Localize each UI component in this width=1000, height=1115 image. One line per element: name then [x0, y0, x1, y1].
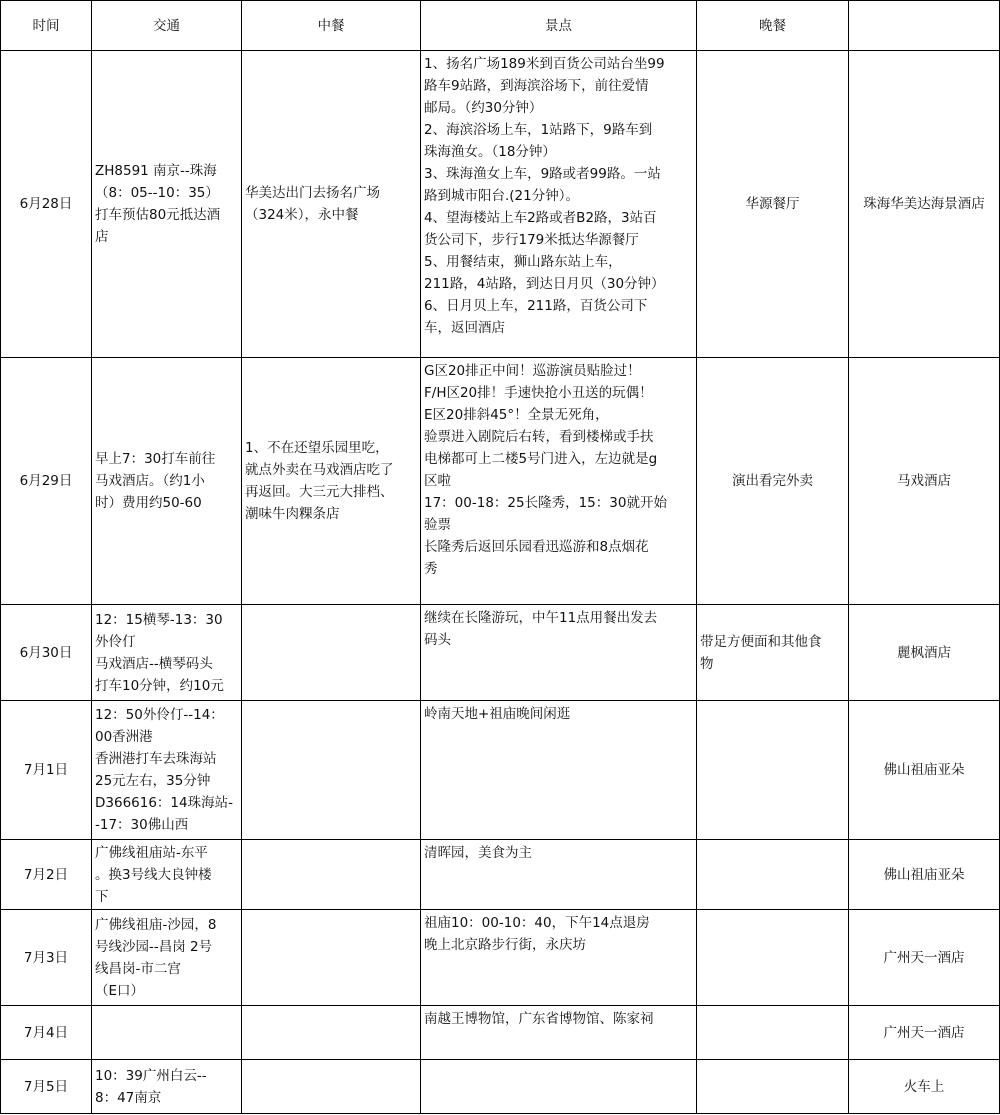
hotel-cell[interactable]: 马戏酒店 [897, 473, 951, 489]
hotel-cell[interactable]: 广州天一酒店 [883, 1024, 965, 1041]
dinner-cell[interactable]: 带足方便面和其他食 物 [700, 633, 822, 672]
lunch-cell[interactable]: 1、不在还望乐园里吃， 就点外卖在马戏酒店吃了 再返回。大三元大排档、 潮味牛肉粿条店 [245, 440, 394, 522]
date-cell[interactable]: 6月28日 [1, 51, 92, 358]
table-row [1, 358, 1000, 605]
hotel-cell[interactable]: 佛山祖庙亚朵 [883, 866, 965, 883]
transport-cell[interactable]: 早上7：30打车前往 马戏酒店。（约1小 时）费用约50-60 [95, 451, 216, 511]
header-transport[interactable]: 交通 [92, 1, 242, 51]
dinner-cell[interactable]: 华源餐厅 [745, 196, 800, 212]
header-lunch[interactable]: 中餐 [242, 1, 421, 51]
sights-cell[interactable]: 继续在长隆游玩，中午11点用餐出发去 码头 [424, 610, 658, 648]
date-cell[interactable]: 7月3日 [1, 910, 92, 1006]
header-date[interactable]: 时间 [1, 1, 92, 51]
table-row [1, 840, 1000, 910]
sights-cell[interactable]: 祖庙10：00-10：40，下午14点退房 晚上北京路步行街，永庆坊 [424, 915, 650, 953]
sights-cell[interactable]: 南越王博物馆，广东省博物馆、陈家祠 [424, 1011, 654, 1027]
sights-cell[interactable]: G区20排正中间！巡游演员贴脸过！ F/H区20排！手速快抢小丑送的玩偶！ E区20排斜45°！全景无死角， 验票进入剧院后右转，看到楼梯或手扶 电梯都可上二楼5号门进入，左边就是g 区啦 17：00-18：25长隆秀，15：30就开始 验票 长隆秀后返回乐园看迅巡游和8点烟花 秀 [424, 363, 667, 577]
hotel-cell[interactable]: 珠海华美达海景酒店 [863, 196, 985, 212]
date-cell[interactable]: 7月4日 [1, 1006, 92, 1060]
lunch-cell[interactable]: 华美达出门去扬名广场 （324米），永中餐 [245, 185, 380, 223]
sights-cell[interactable]: 岭南天地+祖庙晚间闲逛 [424, 706, 571, 722]
date-cell[interactable]: 7月5日 [1, 1060, 92, 1114]
date-cell[interactable]: 6月29日 [1, 358, 92, 605]
table-row [1, 51, 1000, 358]
sights-cell[interactable]: 清晖园，美食为主 [424, 845, 532, 861]
transport-cell[interactable]: ZH8591 南京--珠海 （8：05--10：35） 打车预估80元抵达酒 店 [95, 163, 221, 245]
table-row [1, 605, 1000, 701]
header-dinner[interactable]: 晚餐 [697, 1, 849, 51]
table-row [1, 701, 1000, 840]
transport-cell[interactable]: 10：39广州白云-- 8：47南京 [95, 1067, 207, 1106]
sights-cell[interactable]: 1、扬名广场189米到百货公司站台坐99 路车9站路，到海滨浴场下，前往爱情 邮局。（约30分钟） 2、海滨浴场上车，1站路下，9路车到 珠海渔女。（18分钟） 3、珠海渔女上车，9路或者99路。一站 路到城市阳台.(21分钟）。 4、望海楼站上车2路或者B2路，3站百 货公司下，步行179米抵达华源餐厅 5、用餐结束，狮山路东站上车， 211路，4站路，到达日月贝（30分钟） 6、日月贝上车，211路，百货公司下 车，返回酒店 [424, 56, 665, 336]
header-sights[interactable]: 景点 [421, 1, 697, 51]
transport-cell[interactable]: 广佛线祖庙站-东平 。换3号线大良钟楼 下 [95, 844, 212, 905]
date-cell[interactable]: 6月30日 [1, 605, 92, 701]
header-hotel[interactable] [849, 1, 1000, 51]
transport-cell[interactable]: 广佛线祖庙-沙园，8 号线沙园--昌岗 2号 线昌岗-市二宫 （E口） [95, 916, 217, 999]
table-row [1, 1060, 1000, 1114]
table-row [1, 910, 1000, 1006]
date-cell[interactable]: 7月2日 [1, 840, 92, 910]
dinner-cell[interactable]: 演出看完外卖 [732, 473, 813, 489]
hotel-cell[interactable]: 佛山祖庙亚朵 [883, 762, 965, 778]
table-row [1, 1006, 1000, 1060]
header-row [1, 1, 1000, 51]
date-cell[interactable]: 7月1日 [1, 701, 92, 840]
hotel-cell[interactable]: 广州天一酒店 [883, 949, 965, 966]
hotel-cell[interactable]: 火车上 [903, 1078, 945, 1095]
transport-cell[interactable]: 12：50外伶仃--14： 00香洲港 香洲港打车去珠海站 25元左右，35分钟 D366616：14珠海站- -17：30佛山西 [95, 707, 233, 833]
hotel-cell[interactable]: 麗枫酒店 [897, 644, 951, 661]
transport-cell[interactable]: 12：15横琴-13：30 外伶仃 马戏酒店--横琴码头 打车10分钟，约10元 [95, 611, 224, 694]
